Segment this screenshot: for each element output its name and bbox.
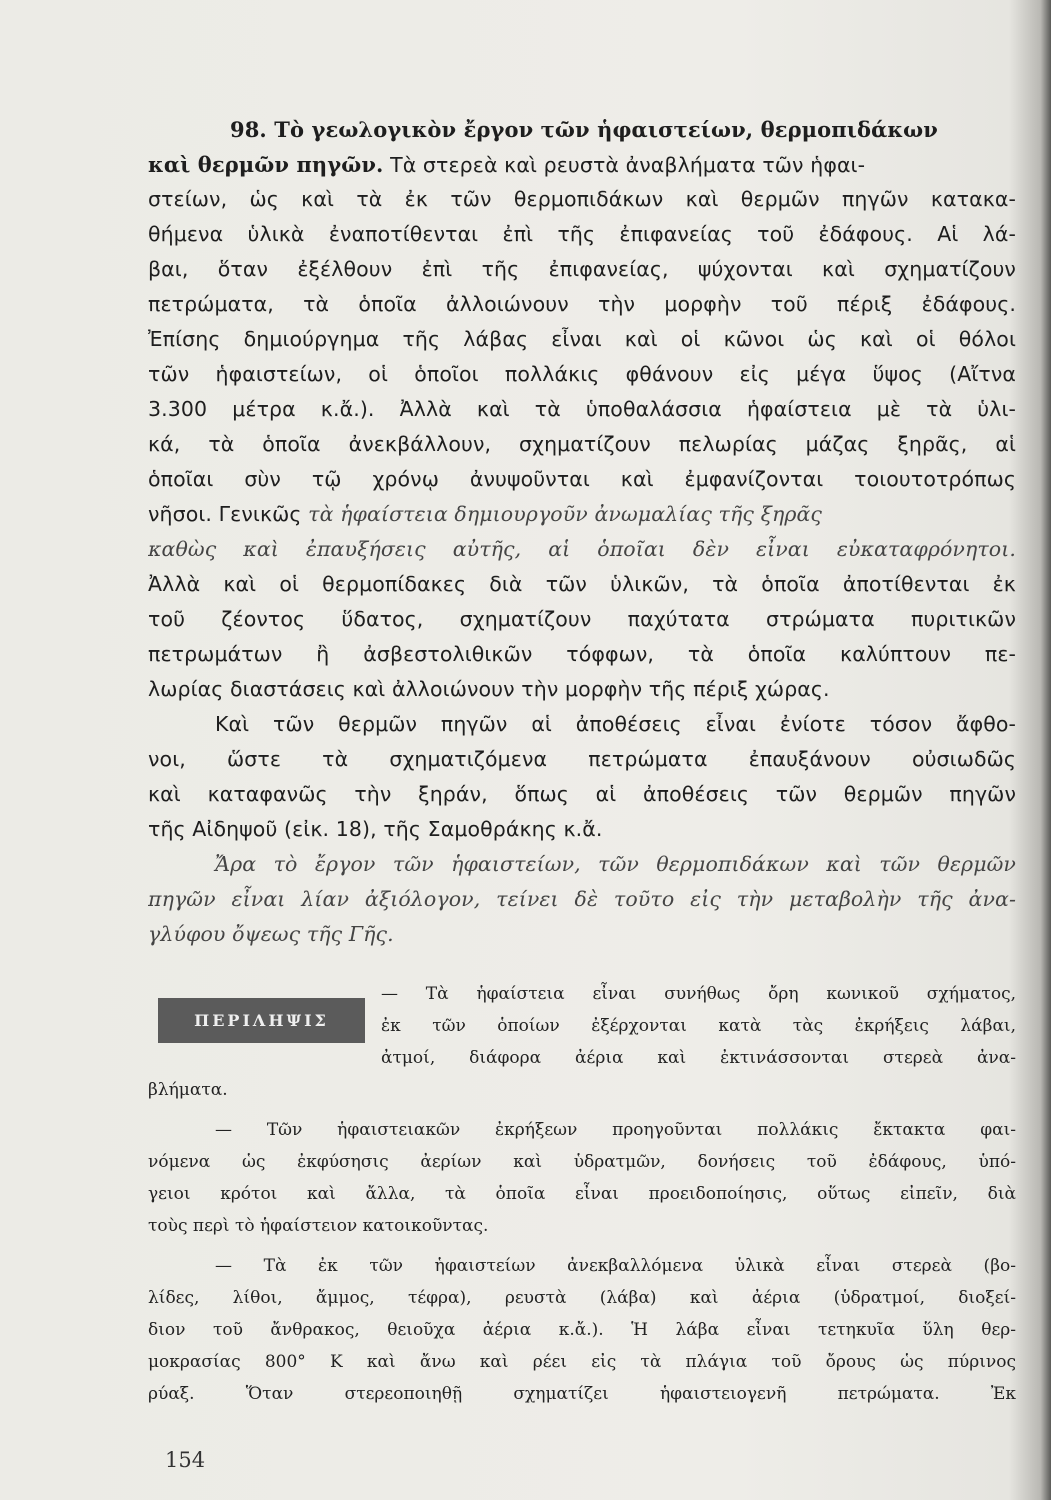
paragraph-line: 3.300 μέτρα κ.ἄ.). Ἀλλὰ καὶ τὰ ὑποθαλάσσια ἡφαίστεια μὲ τὰ ὑλι- [148, 397, 1016, 421]
paragraph-line: νοι, ὥστε τὰ σχηματιζόμενα πετρώματα ἐπαυξάνουν οὐσιωδῶς [148, 747, 1016, 771]
summary-line: διον τοῦ ἄνθρακος, θειοῦχα ἀέρια κ.ἄ.). Ἡ λάβα εἶναι τετηκυῖα ὕλη θερ- [148, 1320, 1016, 1340]
paragraph-line [148, 497, 1016, 532]
summary-line: μοκρασίας 800° Κ καὶ ἄνω καὶ ρέει εἰς τὰ πλάγια τοῦ ὄρους ὡς πύρινος [148, 1352, 1016, 1372]
paragraph-line: πετρώματα, τὰ ὁποῖα ἀλλοιώνουν τὴν μορφὴν τοῦ πέριξ ἐδάφους. [148, 292, 1016, 316]
summary-line: — Τὰ ἡφαίστεια εἶναι συνήθως ὄρη κωνικοῦ σχήματος, [381, 984, 1016, 1004]
paragraph-line: θήμενα ὑλικὰ ἐναποτίθενται ἐπὶ τῆς ἐπιφανείας τοῦ ἐδάφους. Αἱ λά- [148, 222, 1016, 246]
paragraph-line: λωρίας διαστάσεις καὶ ἀλλοιώνουν τὴν μορφὴν τῆς πέριξ χώρας. [148, 677, 830, 701]
paragraph-line: τοῦ ζέοντος ὕδατος, σχηματίζουν παχύτατα στρώματα πυριτικῶν [148, 607, 1016, 631]
summary-line: — Τὰ ἐκ τῶν ἡφαιστείων ἀνεκβαλλόμενα ὑλικὰ εἶναι στερεὰ (βο- [215, 1256, 1016, 1276]
paragraph-line: καὶ καταφανῶς τὴν ξηράν, ὅπως αἱ ἀποθέσεις τῶν θερμῶν πηγῶν [148, 782, 1016, 806]
summary-line: ἀτμοί, διάφορα ἀέρια καὶ ἐκτινάσσονται στερεὰ ἀνα- [381, 1048, 1016, 1068]
summary-label: ΠΕΡΙΛΗΨΙΣ [158, 998, 365, 1043]
summary-line: λίδες, λίθοι, ἄμμος, τέφρα), ρευστὰ (λάβα) καὶ ἀέρια (ὑδρατμοί, διοξεί- [148, 1288, 1016, 1308]
summary-line: ρύαξ. Ὅταν στερεοποιηθῇ σχηματίζει ἡφαιστειογενῆ πετρώματα. Ἐκ [148, 1384, 1016, 1404]
summary-line: γειοι κρότοι καὶ ἄλλα, τὰ ὁποῖα εἶναι προειδοποίησις, οὕτως εἰπεῖν, διὰ [148, 1184, 1016, 1204]
conclusion-line: γλύφου ὄψεως τῆς Γῆς. [148, 922, 394, 946]
section-title: 98. Τὸ γεωλογικὸν ἔργον τῶν ἡφαιστείων, θερμοπιδάκων [230, 117, 938, 142]
conclusion-line: Ἄρα τὸ ἔργον τῶν ἡφαιστείων, τῶν θερμοπιδάκων καὶ τῶν θερμῶν [215, 852, 1016, 876]
paragraph-text: νῆσοι. Γενικῶς [148, 502, 302, 526]
paragraph-line: πετρωμάτων ἢ ἀσβεστολιθικῶν τόφφων, τὰ ὁποῖα καλύπτουν πε- [148, 642, 1016, 666]
summary-line: τοὺς περὶ τὸ ἡφαίστειον κατοικοῦντας. [148, 1216, 489, 1236]
paragraph-line: τῆς Αἰδηψοῦ (εἰκ. 18), τῆς Σαμοθράκης κ.ἄ. [148, 817, 603, 841]
paragraph-line: Ἐπίσης δημιούργημα τῆς λάβας εἶναι καὶ οἱ κῶνοι ὡς καὶ οἱ θόλοι [148, 327, 1016, 351]
italic-emphasis: τὰ ἡφαίστεια δημιουργοῦν ἀνωμαλίας τῆς ξηρᾶς [308, 502, 823, 526]
paragraph-line: στείων, ὡς καὶ τὰ ἐκ τῶν θερμοπιδάκων καὶ θερμῶν πηγῶν κατακα- [148, 187, 1016, 211]
summary-line: νόμενα ὡς ἐκφύσησις ἀερίων καὶ ὑδρατμῶν, δονήσεις τοῦ ἐδάφους, ὑπό- [148, 1152, 1016, 1172]
paragraph-line: Καὶ τῶν θερμῶν πηγῶν αἱ ἀποθέσεις εἶναι ἐνίοτε τόσον ἄφθο- [215, 712, 1016, 736]
section-title-cont: καὶ θερμῶν πηγῶν. [148, 152, 384, 177]
summary-line: ἐκ τῶν ὁποίων ἐξέρχονται κατὰ τὰς ἐκρήξεις λάβαι, [381, 1016, 1016, 1036]
section-98 [148, 112, 1016, 952]
section-title-line-2 [148, 147, 1016, 182]
summary-section [148, 978, 1016, 1410]
paragraph-line: κά, τὰ ὁποῖα ἀνεκβάλλουν, σχηματίζουν πελωρίας μάζας ξηρᾶς, αἱ [148, 432, 1016, 456]
italic-emphasis-line: καθὼς καὶ ἐπαυξήσεις αὐτῆς, αἱ ὁποῖαι δὲν εἶναι εὐκαταφρόνητοι. [148, 537, 1016, 561]
page-number: 154 [165, 1448, 206, 1472]
paragraph-line: ὁποῖαι σὺν τῷ χρόνῳ ἀνυψοῦνται καὶ ἐμφανίζονται τοιουτοτρόπως [148, 467, 1016, 491]
paragraph-line: βαι, ὅταν ἐξέλθουν ἐπὶ τῆς ἐπιφανείας, ψύχονται καὶ σχηματίζουν [148, 257, 1016, 281]
summary-line: βλήματα. [148, 1080, 228, 1100]
paragraph-line: τῶν ἡφαιστείων, οἱ ὁποῖοι πολλάκις φθάνουν εἰς μέγα ὕψος (Αἴτνα [148, 362, 1016, 386]
paragraph-line: Ἀλλὰ καὶ οἱ θερμοπίδακες διὰ τῶν ὑλικῶν, τὰ ὁποῖα ἀποτίθενται ἐκ [148, 572, 1016, 596]
summary-line: — Τῶν ἡφαιστειακῶν ἐκρήξεων προηγοῦνται πολλάκις ἔκτακτα φαι- [215, 1120, 1016, 1140]
conclusion-line: πηγῶν εἶναι λίαν ἀξιόλογον, τείνει δὲ τοῦτο εἰς τὴν μεταβολὴν τῆς ἀνα- [148, 887, 1016, 911]
paragraph-line: Τὰ στερεὰ καὶ ρευστὰ ἀναβλήματα τῶν ἡφαι- [390, 153, 866, 177]
